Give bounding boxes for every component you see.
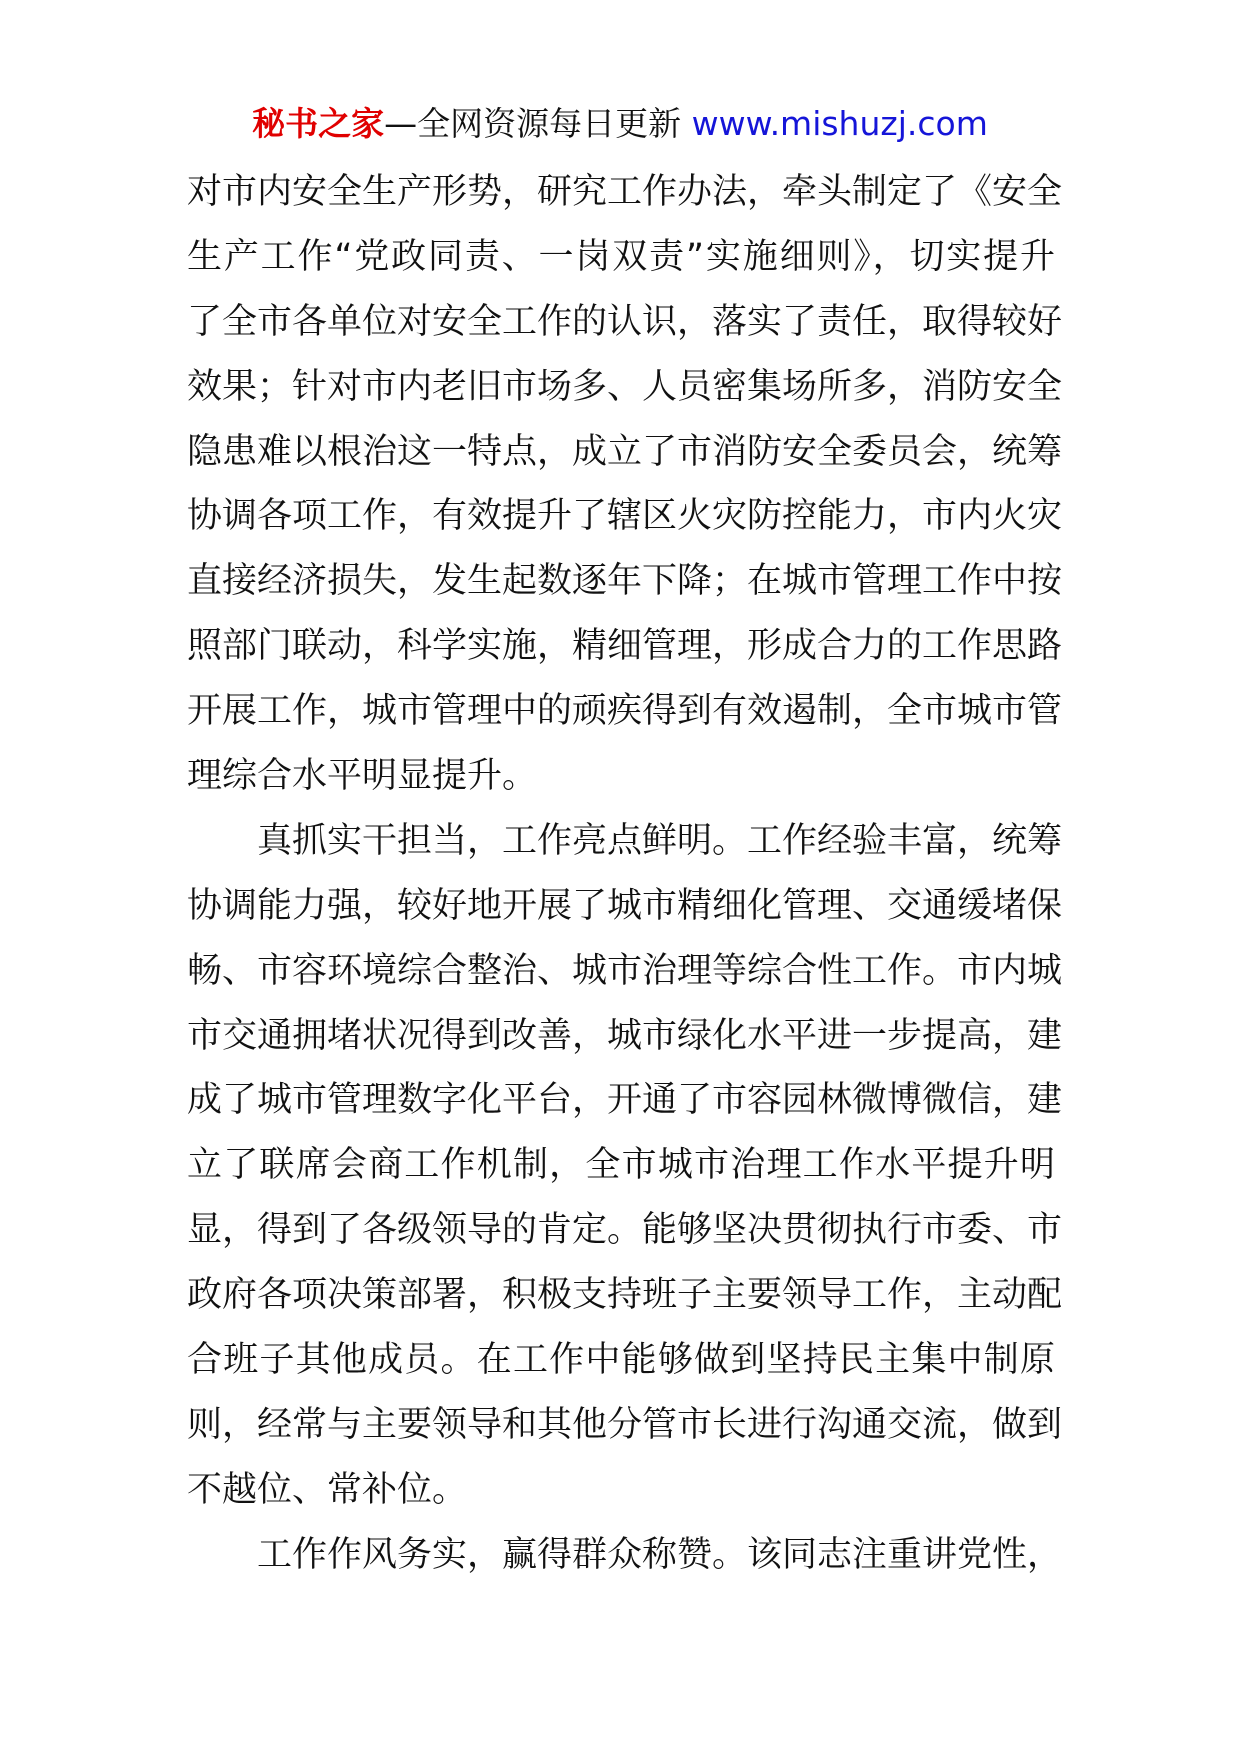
- text-line: 开展工作，城市管理中的顽疾得到有效遏制，全市城市管: [187, 691, 1063, 732]
- text-line: 生产工作“党政同责、一岗双责”实施细则》，切实提升: [187, 236, 1055, 277]
- text-line: 市交通拥堵状况得到改善，城市绿化水平进一步提高，建: [187, 1015, 1063, 1056]
- paragraph: [187, 1523, 1063, 1588]
- paragraph: [187, 809, 1063, 1523]
- text-line: 直接经济损失，发生起数逐年下降；在城市管理工作中按: [187, 561, 1063, 602]
- text-line: 隐患难以根治这一特点，成立了市消防安全委员会，统筹: [187, 431, 1063, 472]
- site-header: [0, 102, 1240, 146]
- text-line: 畅、市容环境综合整治、城市治理等综合性工作。市内城: [187, 950, 1063, 991]
- brand-name: 秘书之家: [252, 104, 385, 143]
- text-line: 则，经常与主要领导和其他分管市长进行沟通交流，做到: [187, 1404, 1063, 1445]
- text-line: 政府各项决策部署，积极支持班子主要领导工作，主动配: [187, 1275, 1063, 1316]
- text-line: 立了联席会商工作机制，全市城市治理工作水平提升明: [187, 1145, 1055, 1186]
- text-line: 理综合水平明显提升。: [187, 756, 538, 797]
- text-line: 协调能力强，较好地开展了城市精细化管理、交通缓堵保: [187, 885, 1063, 926]
- site-url-link[interactable]: www.mishuzj.com: [691, 104, 988, 143]
- text-line: 真抓实干担当，工作亮点鲜明。工作经验丰富，统筹: [257, 820, 1063, 861]
- text-line: 不越位、常补位。: [187, 1469, 468, 1510]
- paragraph: [187, 160, 1063, 809]
- text-line: 对市内安全生产形势，研究工作办法，牵头制定了《安全: [187, 172, 1063, 212]
- text-line: 协调各项工作，有效提升了辖区火灾防控能力，市内火灾: [187, 496, 1063, 537]
- document-body: [187, 160, 1063, 1588]
- text-line: 了全市各单位对安全工作的认识，落实了责任，取得较好: [187, 301, 1063, 342]
- text-line: 工作作风务实，赢得群众称赞。该同志注重讲党性，: [257, 1534, 1063, 1575]
- text-line: 成了城市管理数字化平台，开通了市容园林微博微信，建: [187, 1080, 1063, 1121]
- text-line: 合班子其他成员。在工作中能够做到坚持民主集中制原: [187, 1340, 1055, 1381]
- text-line: 显，得到了各级领导的肯定。能够坚决贯彻执行市委、市: [187, 1210, 1063, 1251]
- text-line: 照部门联动，科学实施，精细管理，形成合力的工作思路: [187, 626, 1063, 667]
- header-slogan: —全网资源每日更新: [384, 104, 682, 143]
- text-line: 效果；针对市内老旧市场多、人员密集场所多，消防安全: [187, 366, 1063, 407]
